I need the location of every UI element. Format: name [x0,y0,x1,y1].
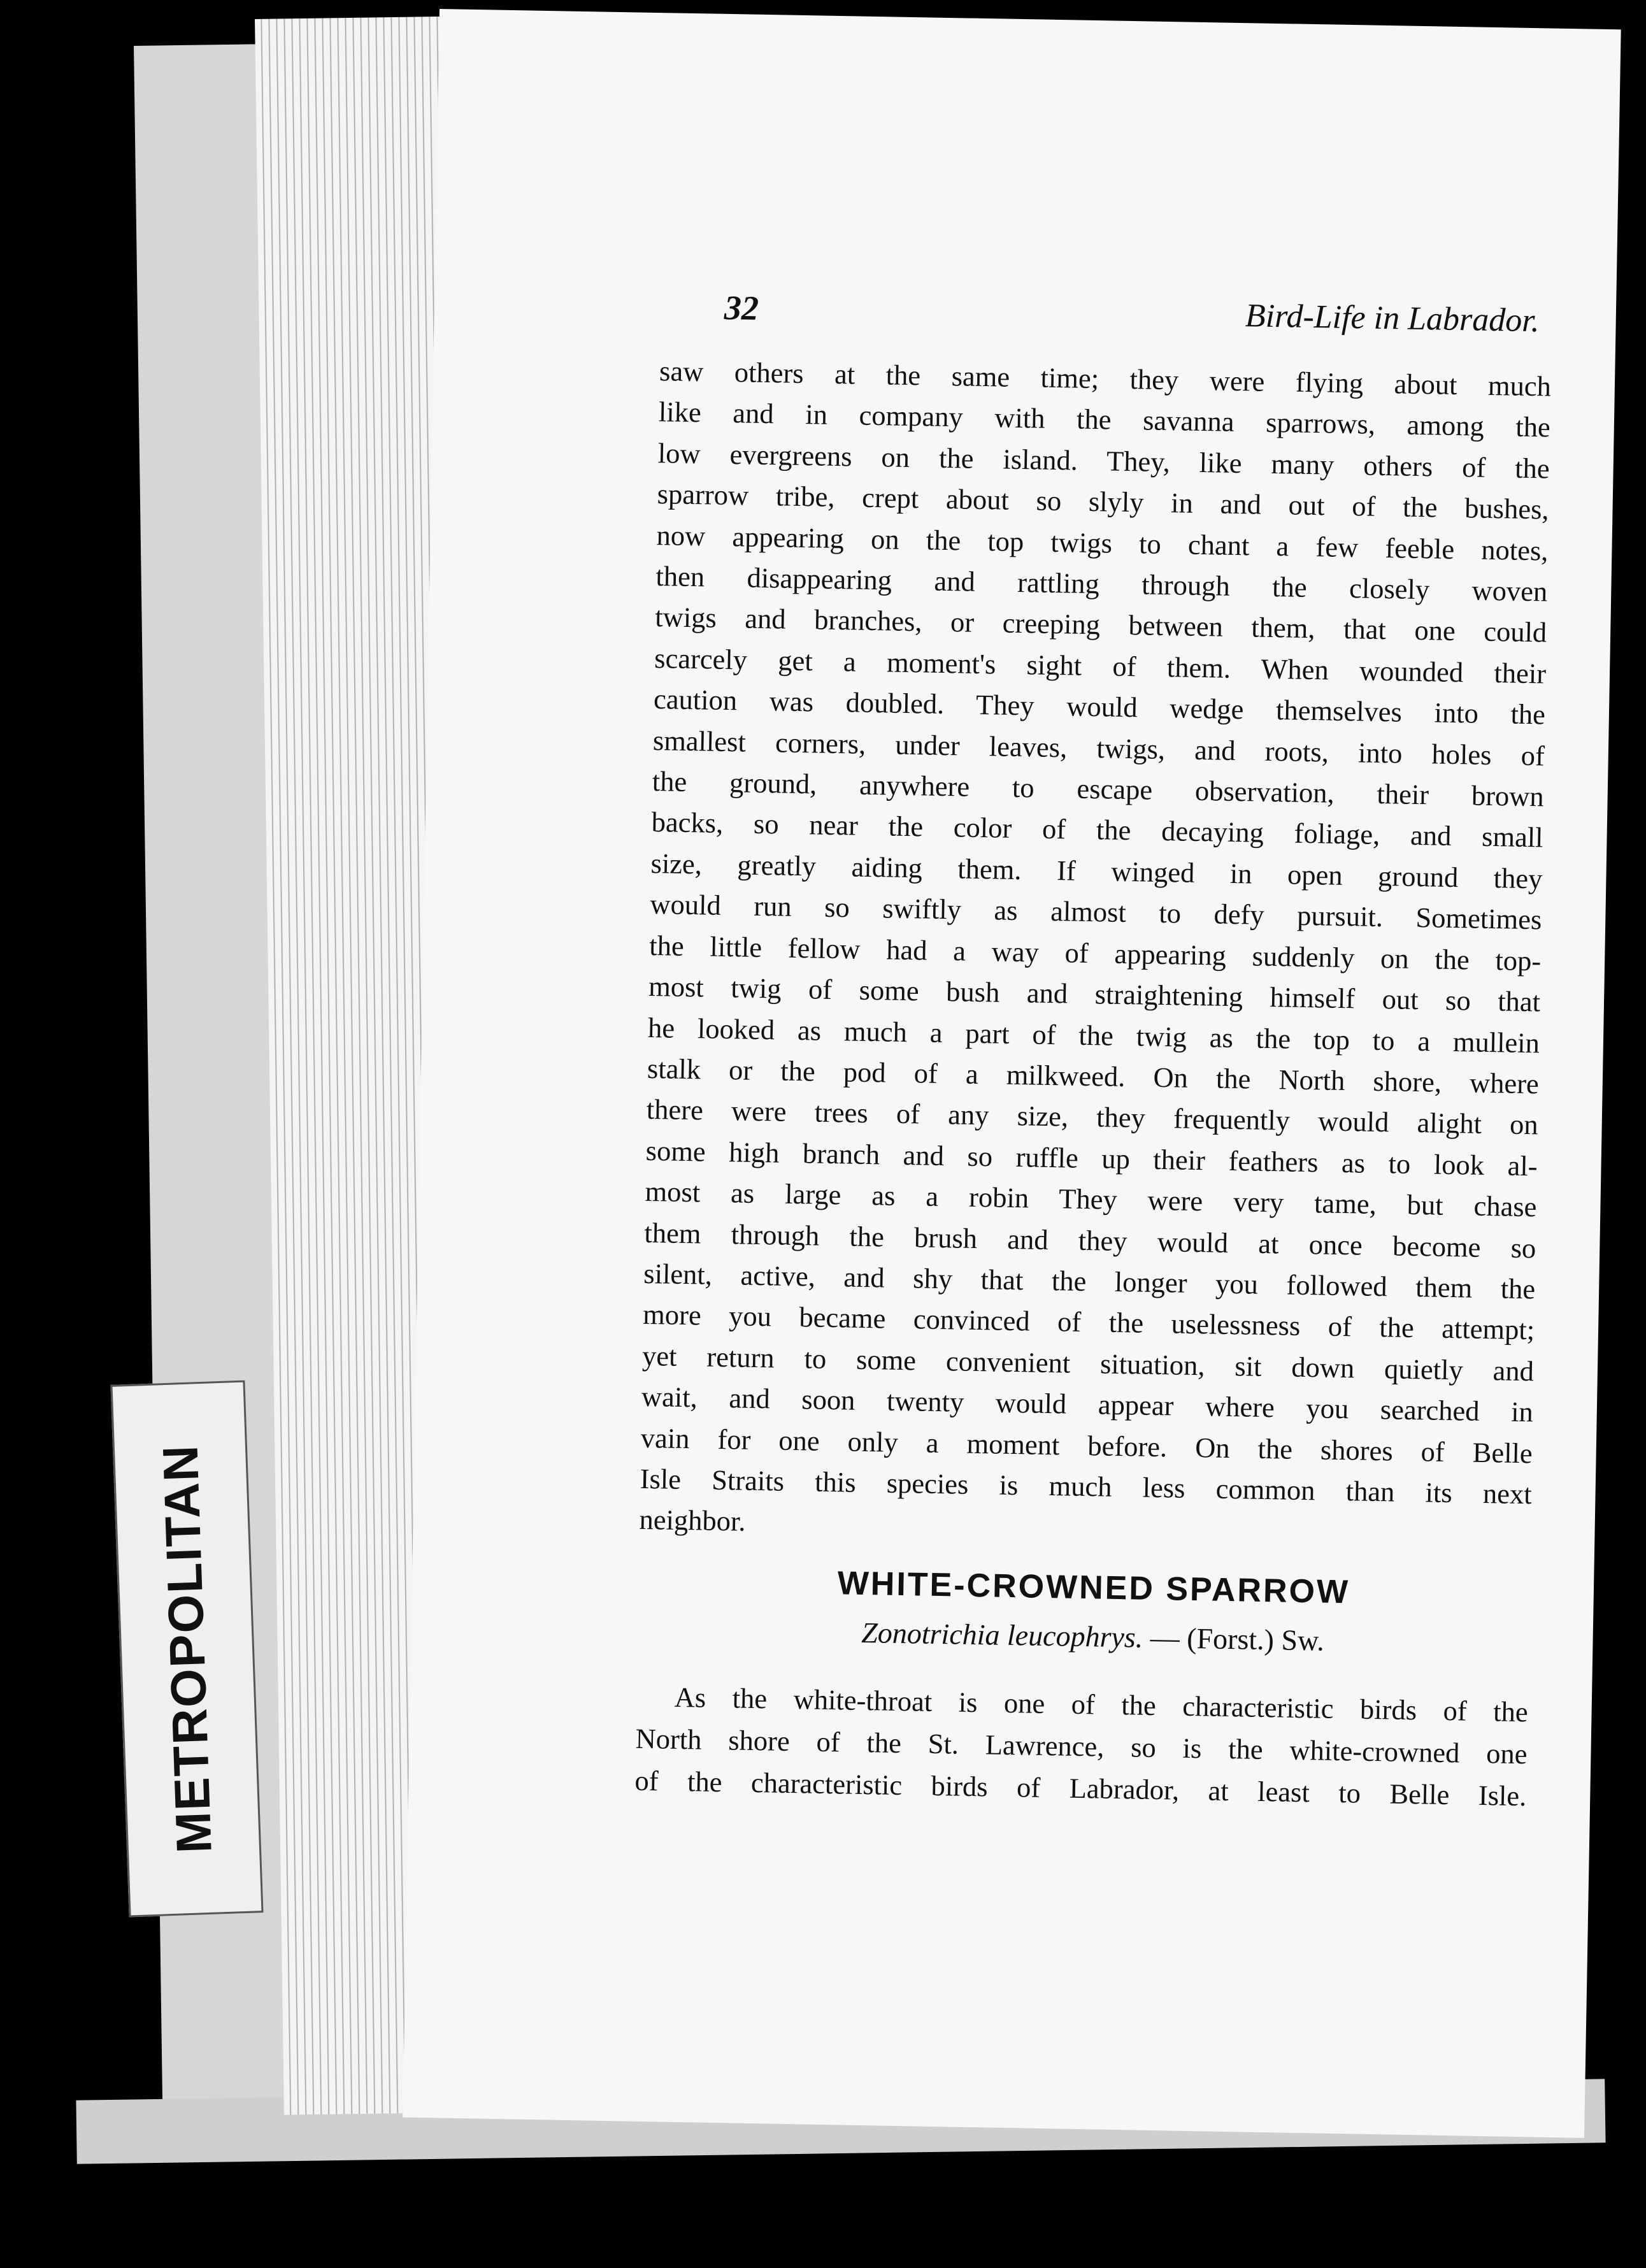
text-line: twigs and branches, or creeping between them, that one could [654,601,1547,649]
text-line: saw others at the same time; they were flying about much [659,355,1552,403]
text-line: caution was doubled. They would wedge themselves into the [653,683,1546,731]
text-line: backs, so near the color of the decaying foliage, and small [651,806,1543,854]
text-line: there were trees of any size, they frequently would alight on [646,1093,1539,1141]
text-line: most as large as a robin They were very tame, but chase [645,1175,1537,1223]
text-line: like and in company with the savanna sparrows, among the [658,396,1551,443]
text-line: neighbor. [639,1504,746,1538]
library-label-text: METROPOLITAN [151,1443,222,1855]
text-line: more you became convinced of the uselessness of the attempt; [642,1298,1535,1346]
text-line: scarcely get a moment's sight of them. When wounded their [654,642,1547,690]
text-line: stalk or the pod of a milkweed. On the North shore, where [647,1052,1540,1100]
text-line: he looked as much a part of the twig as the top to a mullein [647,1011,1540,1059]
text-line: North shore of the St. Lawrence, so is the white-crowned one [635,1722,1528,1770]
text-line: some high branch and so ruffle up their feathers as to look al- [645,1134,1538,1182]
species-line [678,1612,1507,1661]
text-line: now appearing on the top twigs to chant a few feeble notes, [656,519,1549,567]
text-line: of the characteristic birds of Labrador, at least to Belle Isle. [634,1764,1527,1812]
text-line: silent, active, and shy that the longer you followed them the [643,1257,1536,1305]
text-line: most twig of some bush and straightening himself out so that [648,970,1541,1018]
text-line: sparrow tribe, crept about so slyly in and out of the bushes, [657,478,1549,526]
text-line: them through the brush and they would at once become so [644,1216,1536,1264]
text-line: the ground, anywhere to escape observation, their brown [652,765,1545,813]
text-line: Isle Straits this species is much less common than its next [640,1462,1533,1511]
running-head [724,288,1540,347]
text-line: size, greatly aiding them. If winged in open ground they [650,847,1543,895]
text-line: smallest corners, under leaves, twigs, and roots, into holes of [652,724,1545,772]
text-line: would run so swiftly as almost to defy pursuit. Sometimes [650,888,1542,936]
page-number: 32 [724,288,759,327]
scientific-name: Zonotrichia leucophrys. [861,1616,1143,1654]
species-authority: — (Forst.) Sw. [1142,1621,1325,1657]
text-line: low evergreens on the island. They, like many others of the [657,436,1550,485]
section-heading: WHITE-CROWNED SPARROW [837,1565,1350,1611]
text-line: the little fellow had a way of appearing suddenly on the top- [648,929,1542,977]
intro-paragraph [634,1676,1528,1817]
text-line: As the white-throat is one of the characteristic birds of the [674,1681,1529,1728]
text-line: wait, and soon twenty would appear where you searched in [641,1381,1534,1428]
text-line: yet return to some convenient situation, sit down quietly and [641,1339,1535,1388]
body-paragraph [639,350,1551,1556]
running-title: Bird-Life in Labrador. [1245,298,1540,340]
text-line: vain for one only a moment before. On the shores of Belle [640,1421,1533,1469]
text-line: then disappearing and rattling through the closely woven [655,560,1548,608]
book-page [403,9,1621,2138]
library-label [110,1381,263,1918]
